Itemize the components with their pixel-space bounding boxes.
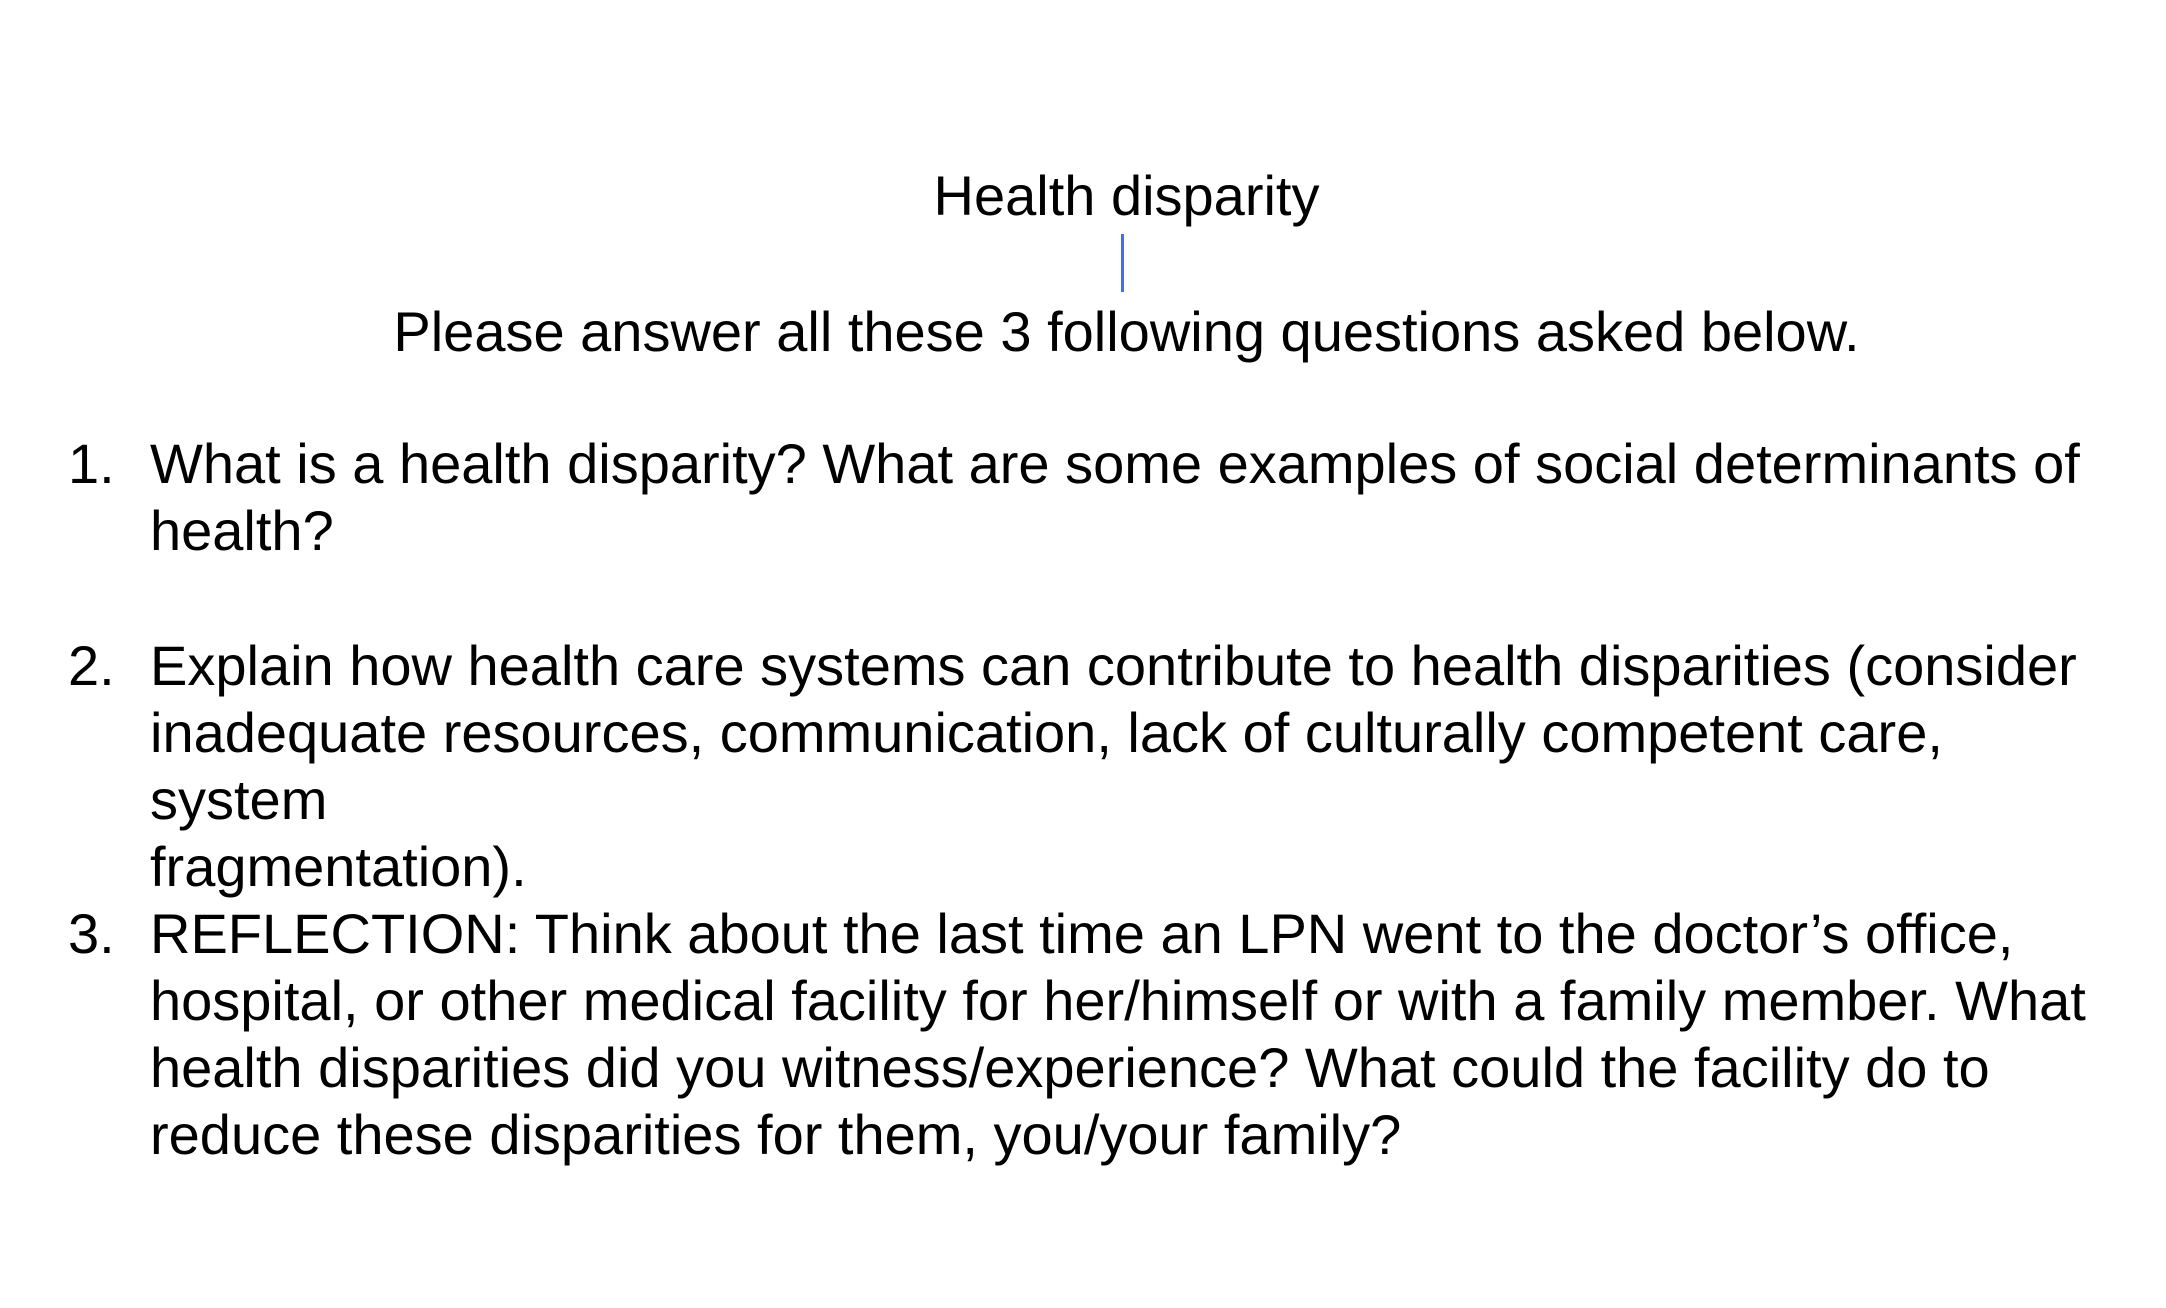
question-item[interactable]	[0, 430, 2110, 564]
question-number: 3.	[68, 902, 115, 965]
question-number: 2.	[68, 634, 115, 697]
question-item[interactable]	[0, 900, 2110, 1168]
text-cursor	[1121, 234, 1124, 292]
question-text: What is a health disparity? What are some examples of social determinants of health?	[150, 432, 2080, 562]
question-text: REFLECTION: Think about the last time an LPN went to the doctor’s office, hospital, or other medical facility for her/himself or with a family member. What health disparities did you witness/experience? What could the facility do to reduce these disparities for them, you/your family?	[150, 902, 2086, 1166]
question-text: Explain how health care systems can contribute to health disparities (consider inadequate resources, communication, lack of culturally competent care, system fragmentation).	[150, 634, 2077, 898]
instruction-text[interactable]: Please answer all these 3 following questions asked below.	[393, 300, 1860, 363]
document-title[interactable]: Health disparity	[933, 164, 1320, 227]
question-number: 1.	[68, 432, 115, 495]
question-item[interactable]	[0, 632, 2110, 900]
